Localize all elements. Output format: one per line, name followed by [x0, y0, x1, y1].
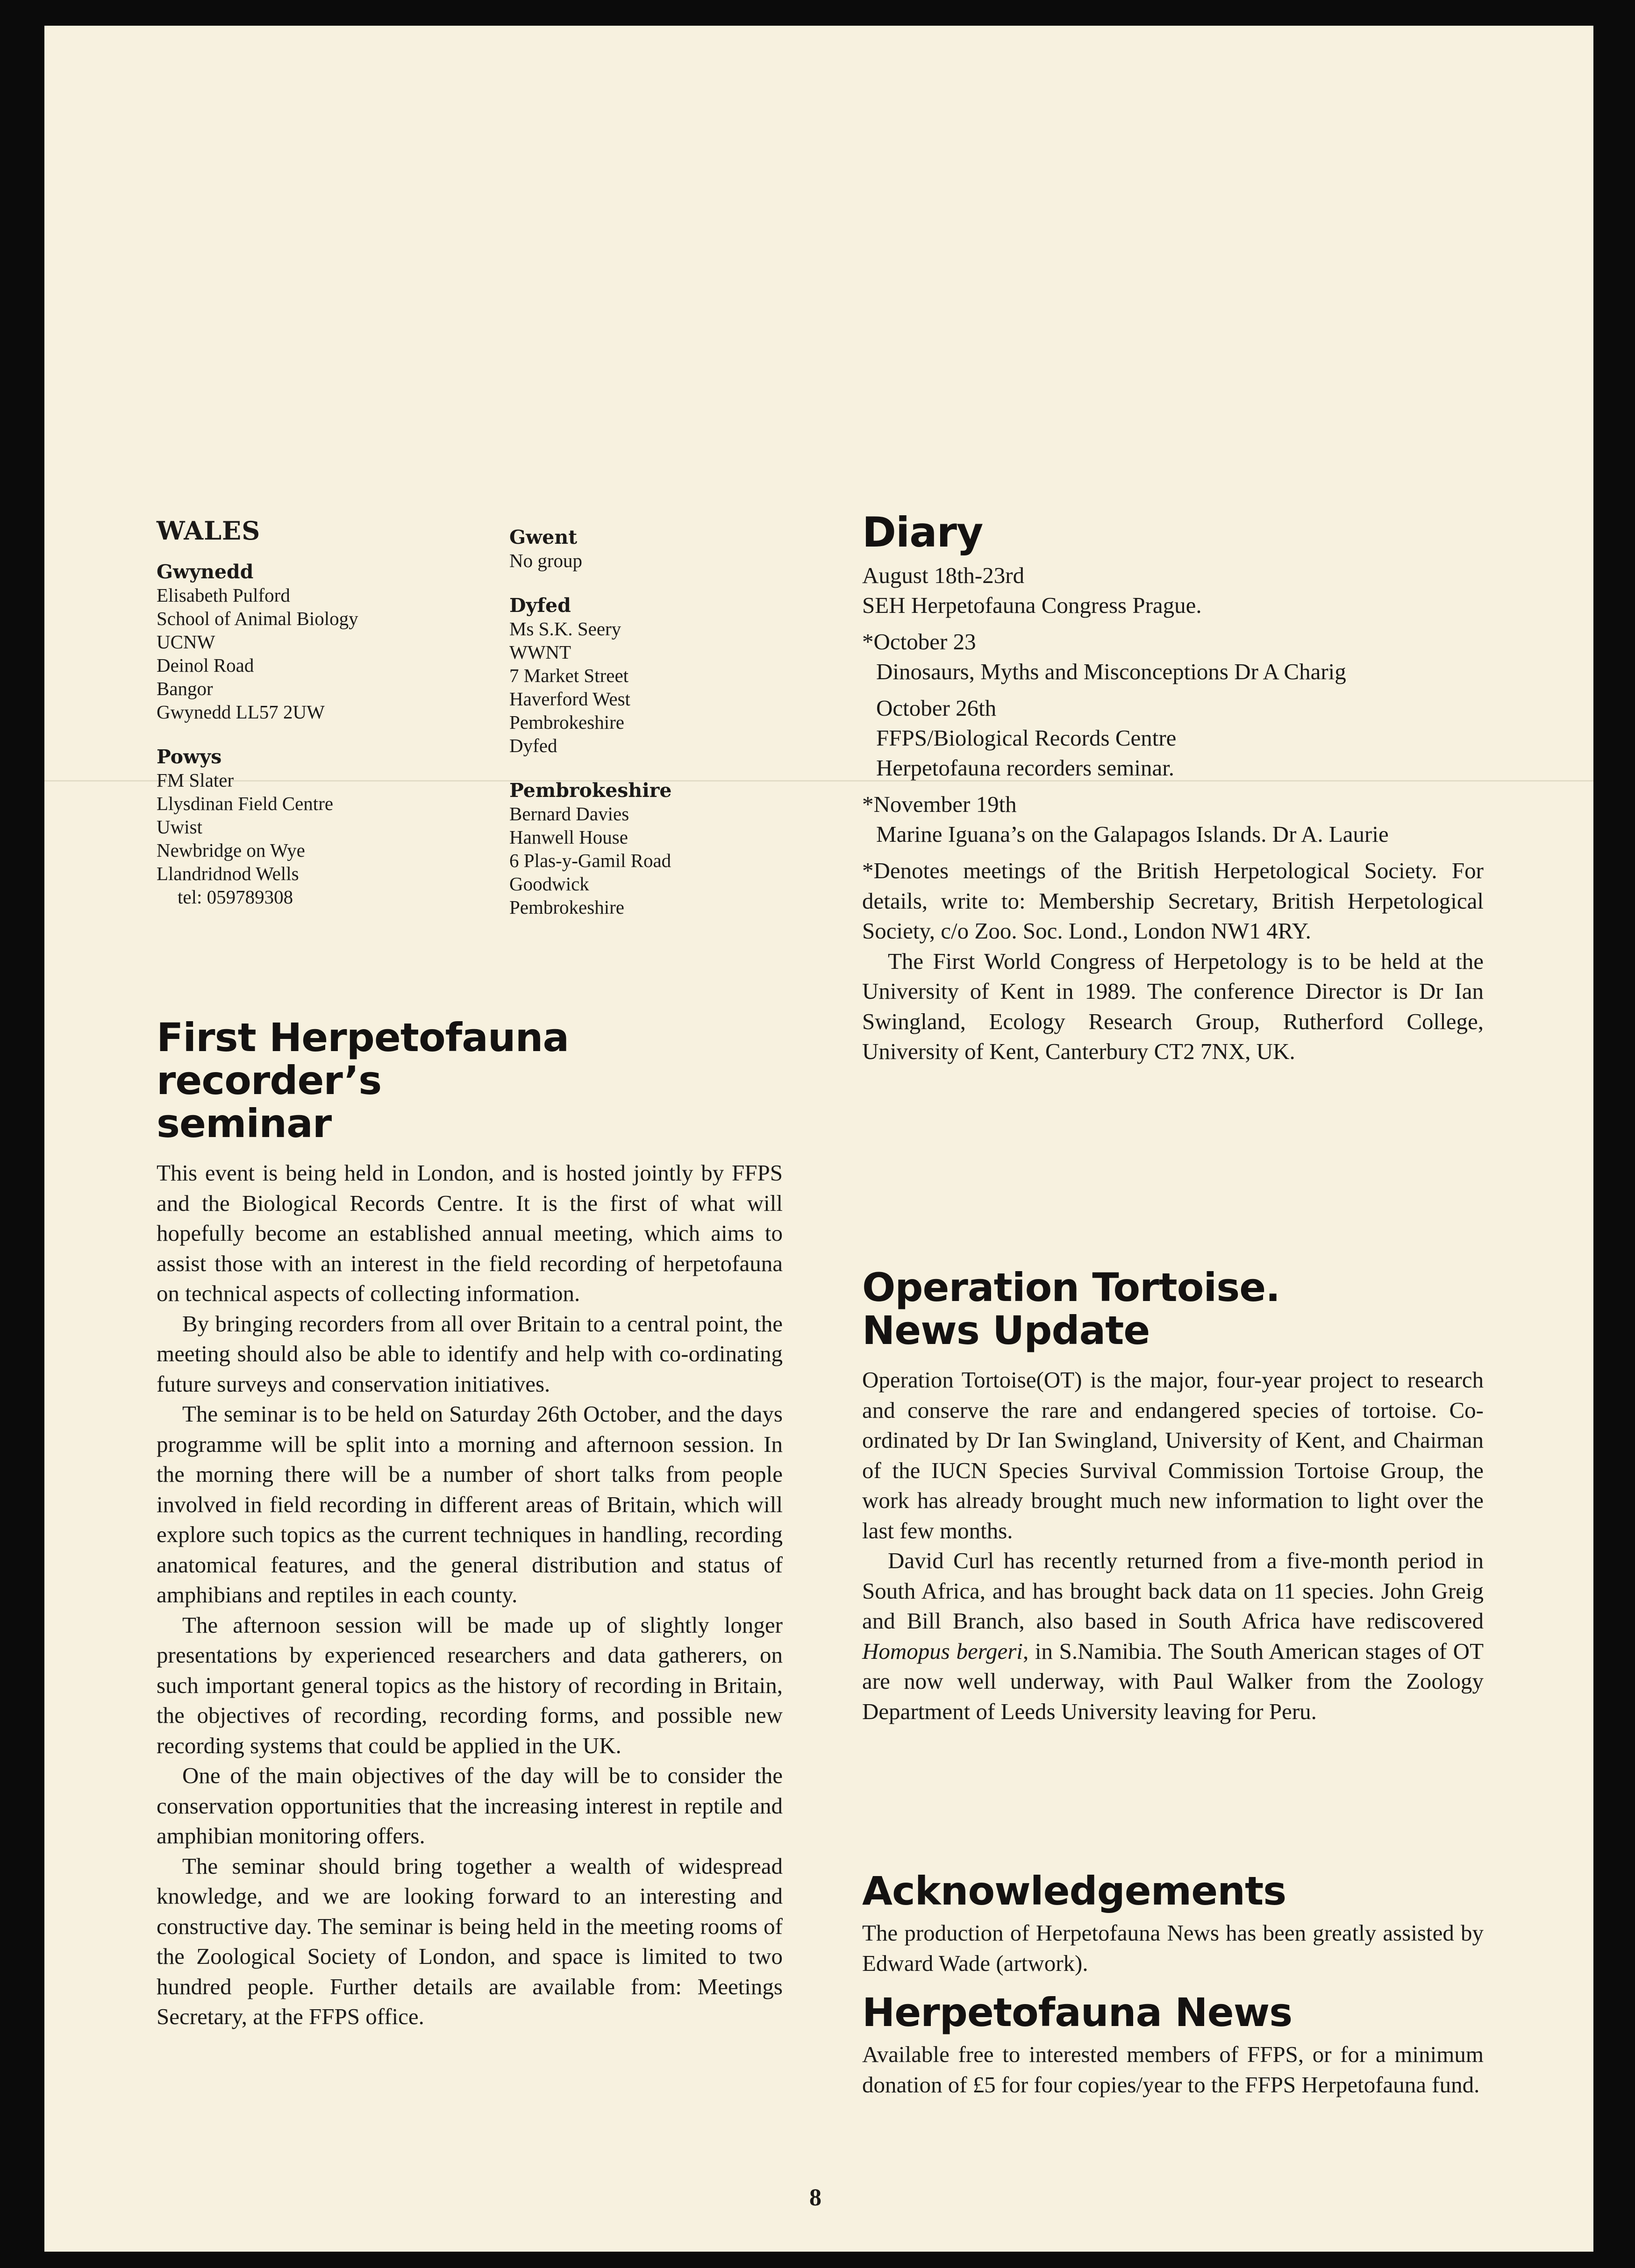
- dyfed-line: WWNT: [509, 641, 571, 663]
- dyfed-line: Haverford West: [509, 688, 630, 710]
- acknowledgements-title: Acknowledgements: [862, 1868, 1286, 1914]
- pembrokeshire-line: Bernard Davies: [509, 803, 629, 825]
- gwent-line: No group: [509, 550, 583, 571]
- powys-line: Newbridge on Wye: [157, 839, 305, 861]
- seminar-title-line2: seminar: [157, 1101, 332, 1146]
- powys-contact: [157, 745, 456, 909]
- gwynedd-line: Elisabeth Pulford: [157, 584, 290, 606]
- tortoise-section: [862, 1266, 1484, 1727]
- diary-entry-date: August 18th-23rd: [862, 562, 1025, 588]
- species-name: Homopus bergeri: [862, 1638, 1023, 1664]
- gwent-contact: [509, 526, 808, 572]
- diary-entry-event: SEH Herpetofauna Congress Prague.: [862, 592, 1202, 618]
- tortoise-text: , in S.Namibia. The South American stages of OT are now well underway, with Paul Walker from the Zoology Department of Leeds University leaving for Peru.: [862, 1638, 1484, 1724]
- dyfed-name: Dyfed: [509, 594, 571, 617]
- diary-note: *Denotes meetings of the British Herpetological Society. For details, write to: Membership Secretary, British Herpetological Society, c/o Zoo. Soc. Lond., London NW1 4RY.: [862, 858, 1484, 944]
- powys-line: Llandridnod Wells: [157, 863, 299, 884]
- gwynedd-name: Gwynedd: [157, 561, 254, 583]
- gwynedd-line: School of Animal Biology: [157, 608, 358, 629]
- diary-entry-event: Herpetofauna recorders seminar.: [876, 755, 1175, 781]
- diary-entry-date: *November 19th: [862, 791, 1017, 817]
- pembrokeshire-line: Pembrokeshire: [509, 896, 624, 918]
- dyfed-line: Pembrokeshire: [509, 711, 624, 733]
- seminar-paragraph: The seminar should bring together a wealth of widespread knowledge, and we are looking forward to an interesting and constructive day. The seminar is being held in the meeting rooms of the Zoological Society of London, and space is limited to two hundred people. Further details are available from: Meetings Secretary, at the FFPS office.: [157, 1853, 783, 2029]
- acknowledgements-section: [862, 1869, 1484, 1978]
- diary-notes: [862, 856, 1484, 1067]
- diary-congress: The First World Congress of Herpetology is to be held at the University of Kent in 1989. The conference Director is Dr Ian Swingland, Ecology Research Group, Rutherford College, University of Kent, Canterbury CT2 7NX, UK.: [862, 948, 1484, 1064]
- tortoise-body: [862, 1365, 1484, 1727]
- powys-line: Llysdinan Field Centre: [157, 793, 334, 814]
- diary-entry-event: Marine Iguana’s on the Galapagos Islands. Dr A. Laurie: [876, 821, 1389, 847]
- gwynedd-line: Gwynedd LL57 2UW: [157, 701, 325, 723]
- pembrokeshire-line: Goodwick: [509, 873, 589, 895]
- herpetofauna-news-section: [862, 1990, 1484, 2100]
- pembrokeshire-contact: [509, 779, 808, 919]
- seminar-title: [157, 1016, 783, 1145]
- seminar-paragraph: The seminar is to be held on Saturday 26th October, and the days programme will be split into a morning and afternoon session. In the morning there will be a number of short talks from people involved in field recording in different areas of Britain, which will explore such topics as the current techniques in handling, recording anatomical features, and the general distribution and status of amphibians and reptiles in each county.: [157, 1401, 783, 1607]
- diary-section: [862, 509, 1484, 1067]
- gwynedd-line: UCNW: [157, 631, 215, 653]
- gwynedd-line: Bangor: [157, 678, 213, 699]
- seminar-article: [157, 1016, 783, 2032]
- pembrokeshire-line: Hanwell House: [509, 826, 628, 848]
- gwent-name: Gwent: [509, 526, 578, 548]
- tortoise-title-line1: Operation Tortoise.: [862, 1265, 1280, 1310]
- powys-tel: tel: 059789308: [178, 886, 293, 908]
- herpetofauna-news-title: Herpetofauna News: [862, 1990, 1292, 2035]
- powys-line: Uwist: [157, 816, 202, 838]
- dyfed-line: Ms S.K. Seery: [509, 618, 621, 640]
- powys-name: Powys: [157, 746, 222, 768]
- seminar-body: [157, 1158, 783, 2032]
- diary-entry-event: Dinosaurs, Myths and Misconceptions Dr A Charig: [876, 659, 1346, 684]
- diary-entry-event: FFPS/Biological Records Centre: [876, 725, 1177, 751]
- tortoise-title-line2: News Update: [862, 1308, 1150, 1353]
- dyfed-line: 7 Market Street: [509, 665, 629, 686]
- diary-entries: [862, 561, 1484, 849]
- gwynedd-line: Deinol Road: [157, 654, 254, 676]
- diary-title: Diary: [862, 508, 983, 556]
- powys-line: FM Slater: [157, 769, 234, 791]
- tortoise-text: David Curl has recently returned from a five-month period in South Africa, and has brought back data on 11 species. John Greig and Bill Branch, also based in South Africa have rediscovered: [862, 1548, 1484, 1634]
- wales-contacts-right: [509, 526, 808, 940]
- diary-entry-date: October 26th: [876, 695, 997, 721]
- tortoise-paragraph: [862, 1546, 1484, 1727]
- gwynedd-contact: [157, 560, 456, 724]
- page-number: 8: [809, 2184, 821, 2211]
- dyfed-contact: [509, 594, 808, 757]
- tortoise-title: [862, 1266, 1484, 1352]
- pembrokeshire-line: 6 Plas-y-Gamil Road: [509, 850, 671, 871]
- pembrokeshire-name: Pembrokeshire: [509, 779, 672, 802]
- herpetofauna-news-text: Available free to interested members of FFPS, or for a minimum donation of £5 for four copies/year to the FFPS Herpetofauna fund.: [862, 2041, 1484, 2097]
- newsletter-page: [44, 26, 1593, 2252]
- dyfed-line: Dyfed: [509, 735, 557, 756]
- seminar-title-line1: First Herpetofauna recorder’s: [157, 1015, 569, 1103]
- seminar-paragraph: The afternoon session will be made up of slightly longer presentations by experienced researchers and data gatherers, on such important general topics as the history of recording in Britain, the objectives of recording, recording forms, and possible new recording systems that could be applied in the UK.: [157, 1612, 783, 1758]
- seminar-paragraph: One of the main objectives of the day will be to consider the conservation opportunities that the increasing interest in reptile and amphibian monitoring offers.: [157, 1763, 783, 1849]
- acknowledgements-text: The production of Herpetofauna News has been greatly assisted by Edward Wade (artwork).: [862, 1920, 1484, 1976]
- wales-contacts-left: [157, 516, 456, 930]
- wales-heading: WALES: [157, 516, 261, 546]
- seminar-paragraph: This event is being held in London, and is hosted jointly by FFPS and the Biological Records Centre. It is the first of what will hopefully become an established annual meeting, which aims to assist those with an interest in the field recording of herpetofauna on technical aspects of collecting information.: [157, 1160, 783, 1306]
- seminar-paragraph: By bringing recorders from all over Britain to a central point, the meeting should also be able to identify and help with co-ordinating future surveys and conservation initiatives.: [157, 1310, 783, 1397]
- diary-entry-date: *October 23: [862, 629, 976, 654]
- tortoise-paragraph: Operation Tortoise(OT) is the major, four-year project to research and conserve the rare and endangered species of tortoise. Co-ordinated by Dr Ian Swingland, University of Kent, and Chairman of the IUCN Species Survival Commission Tortoise Group, the work has already brought much new information to light over the last few months.: [862, 1367, 1484, 1543]
